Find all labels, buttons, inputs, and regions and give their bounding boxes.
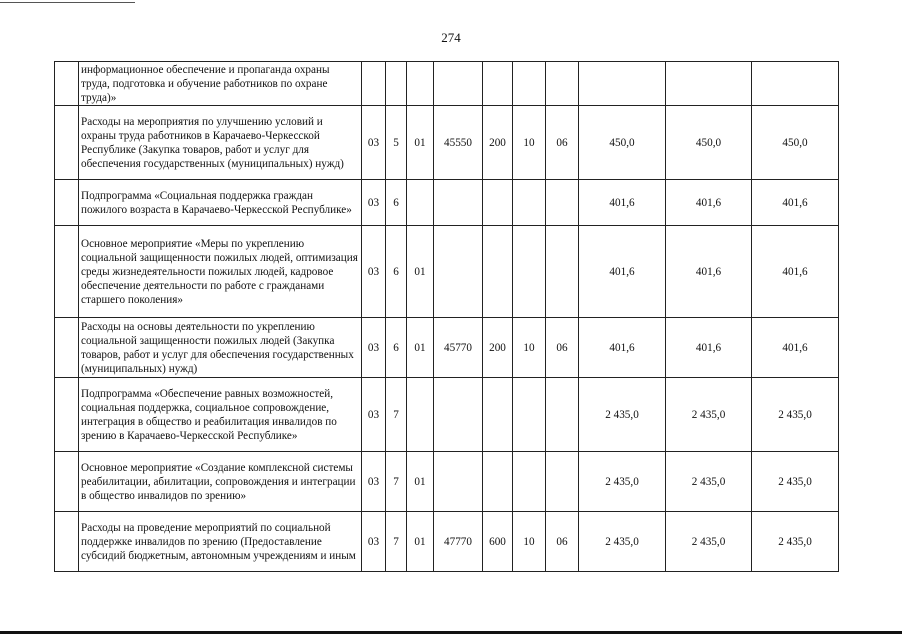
- amount-cell: 2 435,0: [752, 378, 839, 452]
- amount-cell: [666, 62, 752, 106]
- table-row: [55, 452, 839, 512]
- blank-cell: [55, 62, 79, 106]
- code-cell: [546, 62, 579, 106]
- code-cell: 06: [546, 106, 579, 180]
- budget-table: [54, 61, 839, 572]
- code-cell: [483, 378, 513, 452]
- code-cell: [362, 62, 386, 106]
- amount-cell: 450,0: [579, 106, 666, 180]
- code-cell: [407, 378, 434, 452]
- code-cell: 600: [483, 512, 513, 572]
- code-cell: 6: [386, 318, 407, 378]
- bottom-rule: [0, 631, 902, 634]
- table-row: [55, 512, 839, 572]
- code-cell: 6: [386, 180, 407, 226]
- amount-cell: 2 435,0: [752, 512, 839, 572]
- code-cell: 01: [407, 106, 434, 180]
- code-cell: [546, 226, 579, 318]
- code-cell: 45770: [434, 318, 483, 378]
- code-cell: 200: [483, 318, 513, 378]
- amount-cell: 401,6: [752, 180, 839, 226]
- code-cell: 03: [362, 452, 386, 512]
- code-cell: 01: [407, 452, 434, 512]
- row-description: Подпрограмма «Обеспечение равных возможностей, социальная поддержка, социальное сопровождение, интеграция в общество и реабилитация инвалидов по зрению в Карачаево-Черкесской Республике»: [79, 378, 362, 452]
- blank-cell: [55, 378, 79, 452]
- row-description: Расходы на проведение мероприятий по социальной поддержке инвалидов по зрению (Предоставление субсидий бюджетным, автономным учреждениям и иным: [79, 512, 362, 572]
- amount-cell: [579, 62, 666, 106]
- code-cell: 03: [362, 180, 386, 226]
- code-cell: 03: [362, 512, 386, 572]
- code-cell: 03: [362, 226, 386, 318]
- code-cell: [513, 180, 546, 226]
- code-cell: [513, 378, 546, 452]
- code-cell: 200: [483, 106, 513, 180]
- code-cell: 7: [386, 512, 407, 572]
- amount-cell: 2 435,0: [579, 378, 666, 452]
- blank-cell: [55, 226, 79, 318]
- amount-cell: 401,6: [666, 180, 752, 226]
- blank-cell: [55, 452, 79, 512]
- row-description: Расходы на основы деятельности по укреплению социальной защищенности пожилых людей (Закупка товаров, работ и услуг для обеспечения государственных (муниципальных) нужд): [79, 318, 362, 378]
- amount-cell: 2 435,0: [579, 512, 666, 572]
- blank-cell: [55, 106, 79, 180]
- code-cell: 10: [513, 318, 546, 378]
- amount-cell: 450,0: [752, 106, 839, 180]
- amount-cell: 2 435,0: [579, 452, 666, 512]
- amount-cell: 401,6: [666, 318, 752, 378]
- table-row: [55, 106, 839, 180]
- code-cell: [513, 226, 546, 318]
- amount-cell: 401,6: [579, 180, 666, 226]
- code-cell: [513, 62, 546, 106]
- amount-cell: [752, 62, 839, 106]
- code-cell: 10: [513, 512, 546, 572]
- row-description: Основное мероприятие «Создание комплексной системы реабилитации, абилитации, сопровождения и интеграции в общество инвалидов по зрению»: [79, 452, 362, 512]
- code-cell: 01: [407, 226, 434, 318]
- amount-cell: 401,6: [752, 226, 839, 318]
- code-cell: [434, 62, 483, 106]
- code-cell: [483, 62, 513, 106]
- code-cell: 03: [362, 378, 386, 452]
- blank-cell: [55, 180, 79, 226]
- row-description: информационное обеспечение и пропаганда охраны труда, подготовка и обучение работников по охране труда)»: [79, 62, 362, 106]
- code-cell: [546, 452, 579, 512]
- code-cell: 03: [362, 318, 386, 378]
- code-cell: 10: [513, 106, 546, 180]
- amount-cell: 2 435,0: [666, 512, 752, 572]
- amount-cell: 2 435,0: [666, 452, 752, 512]
- code-cell: [546, 180, 579, 226]
- table-row: [55, 180, 839, 226]
- code-cell: [434, 378, 483, 452]
- code-cell: [407, 180, 434, 226]
- table-row: [55, 62, 839, 106]
- code-cell: 7: [386, 452, 407, 512]
- blank-cell: [55, 318, 79, 378]
- row-description: Основное мероприятие «Меры по укреплению социальной защищенности пожилых людей, оптимизация среды жизнедеятельности пожилых людей, кадровое обеспечение деятельности по работе с гражданами старшего поколения»: [79, 226, 362, 318]
- code-cell: [434, 226, 483, 318]
- code-cell: [483, 226, 513, 318]
- code-cell: 45550: [434, 106, 483, 180]
- code-cell: 06: [546, 512, 579, 572]
- code-cell: [513, 452, 546, 512]
- code-cell: 03: [362, 106, 386, 180]
- table-row: [55, 226, 839, 318]
- code-cell: [546, 378, 579, 452]
- code-cell: [434, 452, 483, 512]
- code-cell: [434, 180, 483, 226]
- amount-cell: 401,6: [579, 318, 666, 378]
- amount-cell: 450,0: [666, 106, 752, 180]
- top-rule: [0, 2, 135, 3]
- code-cell: [483, 180, 513, 226]
- code-cell: 06: [546, 318, 579, 378]
- amount-cell: 2 435,0: [752, 452, 839, 512]
- amount-cell: 401,6: [752, 318, 839, 378]
- code-cell: [407, 62, 434, 106]
- code-cell: 47770: [434, 512, 483, 572]
- code-cell: 01: [407, 318, 434, 378]
- code-cell: [386, 62, 407, 106]
- row-description: Подпрограмма «Социальная поддержка граждан пожилого возраста в Карачаево-Черкесской Республике»: [79, 180, 362, 226]
- amount-cell: 401,6: [666, 226, 752, 318]
- code-cell: [483, 452, 513, 512]
- row-description: Расходы на мероприятия по улучшению условий и охраны труда работников в Карачаево-Черкесской Республике (Закупка товаров, работ и услуг для обеспечения государственных (муниципальных) нужд): [79, 106, 362, 180]
- code-cell: 6: [386, 226, 407, 318]
- amount-cell: 401,6: [579, 226, 666, 318]
- table-row: [55, 318, 839, 378]
- table-row: [55, 378, 839, 452]
- code-cell: 7: [386, 378, 407, 452]
- page-number: 274: [441, 30, 461, 45]
- code-cell: 5: [386, 106, 407, 180]
- blank-cell: [55, 512, 79, 572]
- code-cell: 01: [407, 512, 434, 572]
- amount-cell: 2 435,0: [666, 378, 752, 452]
